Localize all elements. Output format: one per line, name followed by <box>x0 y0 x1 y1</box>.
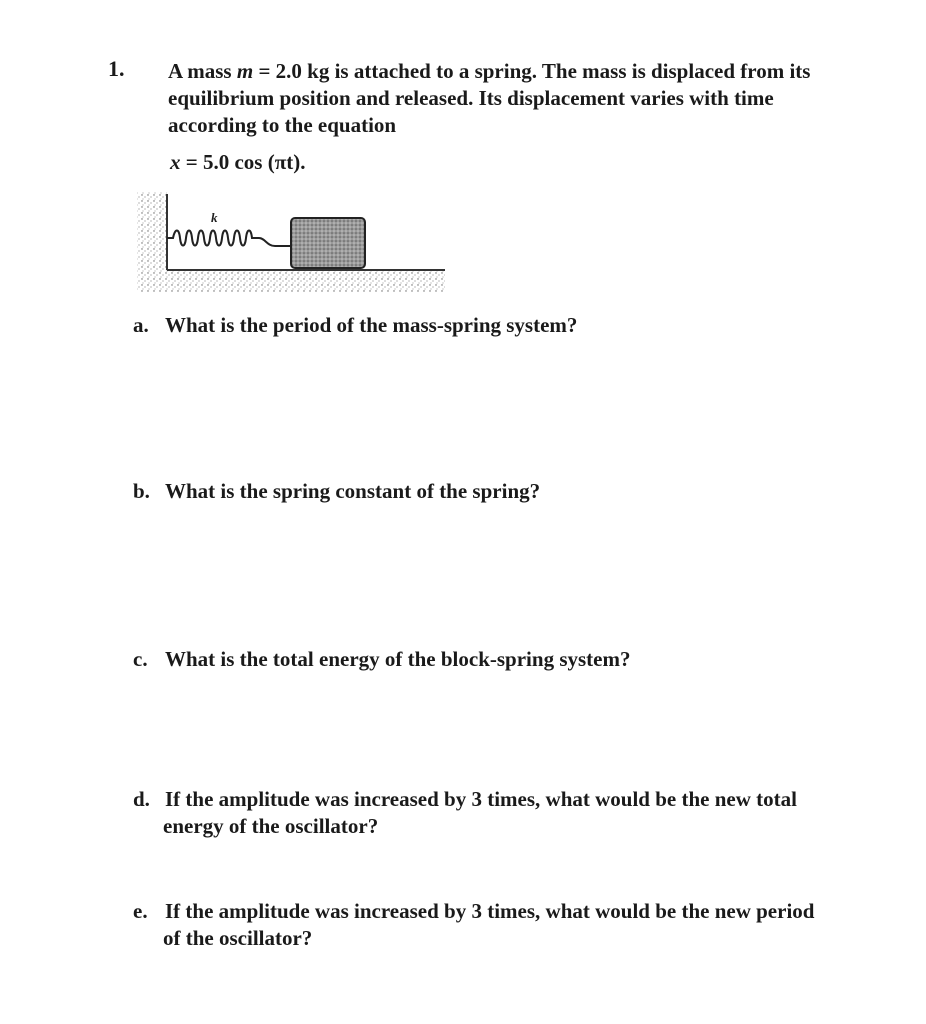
question-c <box>133 646 630 673</box>
question-letter: e. <box>133 899 148 923</box>
question-text: If the amplitude was increased by 3 times, what would be the new period <box>165 899 815 923</box>
wall <box>137 192 167 270</box>
mass-spring-figure <box>135 188 450 300</box>
question-text: What is the period of the mass-spring system? <box>165 313 578 337</box>
problem-statement <box>168 58 898 139</box>
question-text: What is the total energy of the block-spring system? <box>165 647 631 671</box>
question-letter: a. <box>133 313 149 337</box>
floor <box>137 270 445 292</box>
question-letter: b. <box>133 479 150 503</box>
problem-number: 1. <box>108 56 125 81</box>
question-b <box>133 478 540 505</box>
question-text: What is the spring constant of the spring? <box>165 479 541 503</box>
statement-text: = 2.0 kg is attached to a spring. The mass is displaced from its <box>258 59 811 83</box>
question-text: If the amplitude was increased by 3 times, what would be the new total <box>165 787 797 811</box>
equation-expression: = 5.0 cos (πt). <box>185 150 306 174</box>
spring-constant-label: k <box>211 210 218 225</box>
statement-line-1 <box>168 58 898 85</box>
statement-line-2: equilibrium position and released. Its displacement varies with time <box>168 86 774 110</box>
question-text-continued: of the oscillator? <box>163 926 313 950</box>
question-d <box>133 786 797 840</box>
equation-variable: x <box>170 150 181 174</box>
mass-variable: m <box>236 59 254 83</box>
question-letter: c. <box>133 647 148 671</box>
spring <box>167 231 291 247</box>
question-e <box>133 898 814 952</box>
question-letter: d. <box>133 787 150 811</box>
displacement-equation <box>170 150 305 175</box>
question-a <box>133 312 577 339</box>
statement-text: A mass <box>168 59 232 83</box>
statement-line-3: according to the equation <box>168 113 397 137</box>
mass-block <box>291 218 365 268</box>
question-text-continued: energy of the oscillator? <box>163 814 379 838</box>
